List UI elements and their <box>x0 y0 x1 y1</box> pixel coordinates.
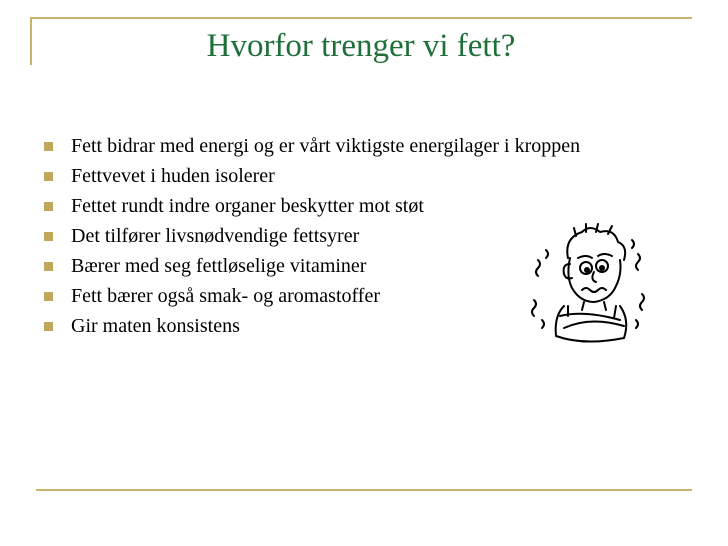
bullet-square-icon <box>44 262 53 271</box>
bullet-square-icon <box>44 172 53 181</box>
bullet-text: Fett bærer også smak- og aromastoffer <box>71 285 380 307</box>
bullet-square-icon <box>44 142 53 151</box>
bullet-square-icon <box>44 202 53 211</box>
bullet-text: Fett bidrar med energi og er vårt viktigste energilager i kroppen <box>71 135 581 157</box>
bullet-text: Det tilfører livsnødvendige fettsyrer <box>71 225 360 247</box>
bullet-item <box>44 311 580 341</box>
shivering-person-icon <box>524 220 658 354</box>
slide-frame-top-line <box>30 17 692 19</box>
bullet-item <box>44 161 580 191</box>
bullet-text: Fettvevet i huden isolerer <box>71 165 275 187</box>
bullet-item <box>44 191 580 221</box>
slide-title: Hvorfor trenger vi fett? <box>206 28 516 64</box>
bullet-item <box>44 221 580 251</box>
bullet-square-icon <box>44 322 53 331</box>
bullet-list <box>44 131 580 341</box>
bullet-item <box>44 131 580 161</box>
bullet-text: Bærer med seg fettløselige vitaminer <box>71 255 367 277</box>
bullet-square-icon <box>44 232 53 241</box>
bullet-text: Gir maten konsistens <box>71 315 240 337</box>
slide-frame-bottom-line <box>36 489 692 491</box>
bullet-text: Fettet rundt indre organer beskytter mot støt <box>71 195 424 217</box>
bullet-item <box>44 251 580 281</box>
bullet-square-icon <box>44 292 53 301</box>
bullet-item <box>44 281 580 311</box>
